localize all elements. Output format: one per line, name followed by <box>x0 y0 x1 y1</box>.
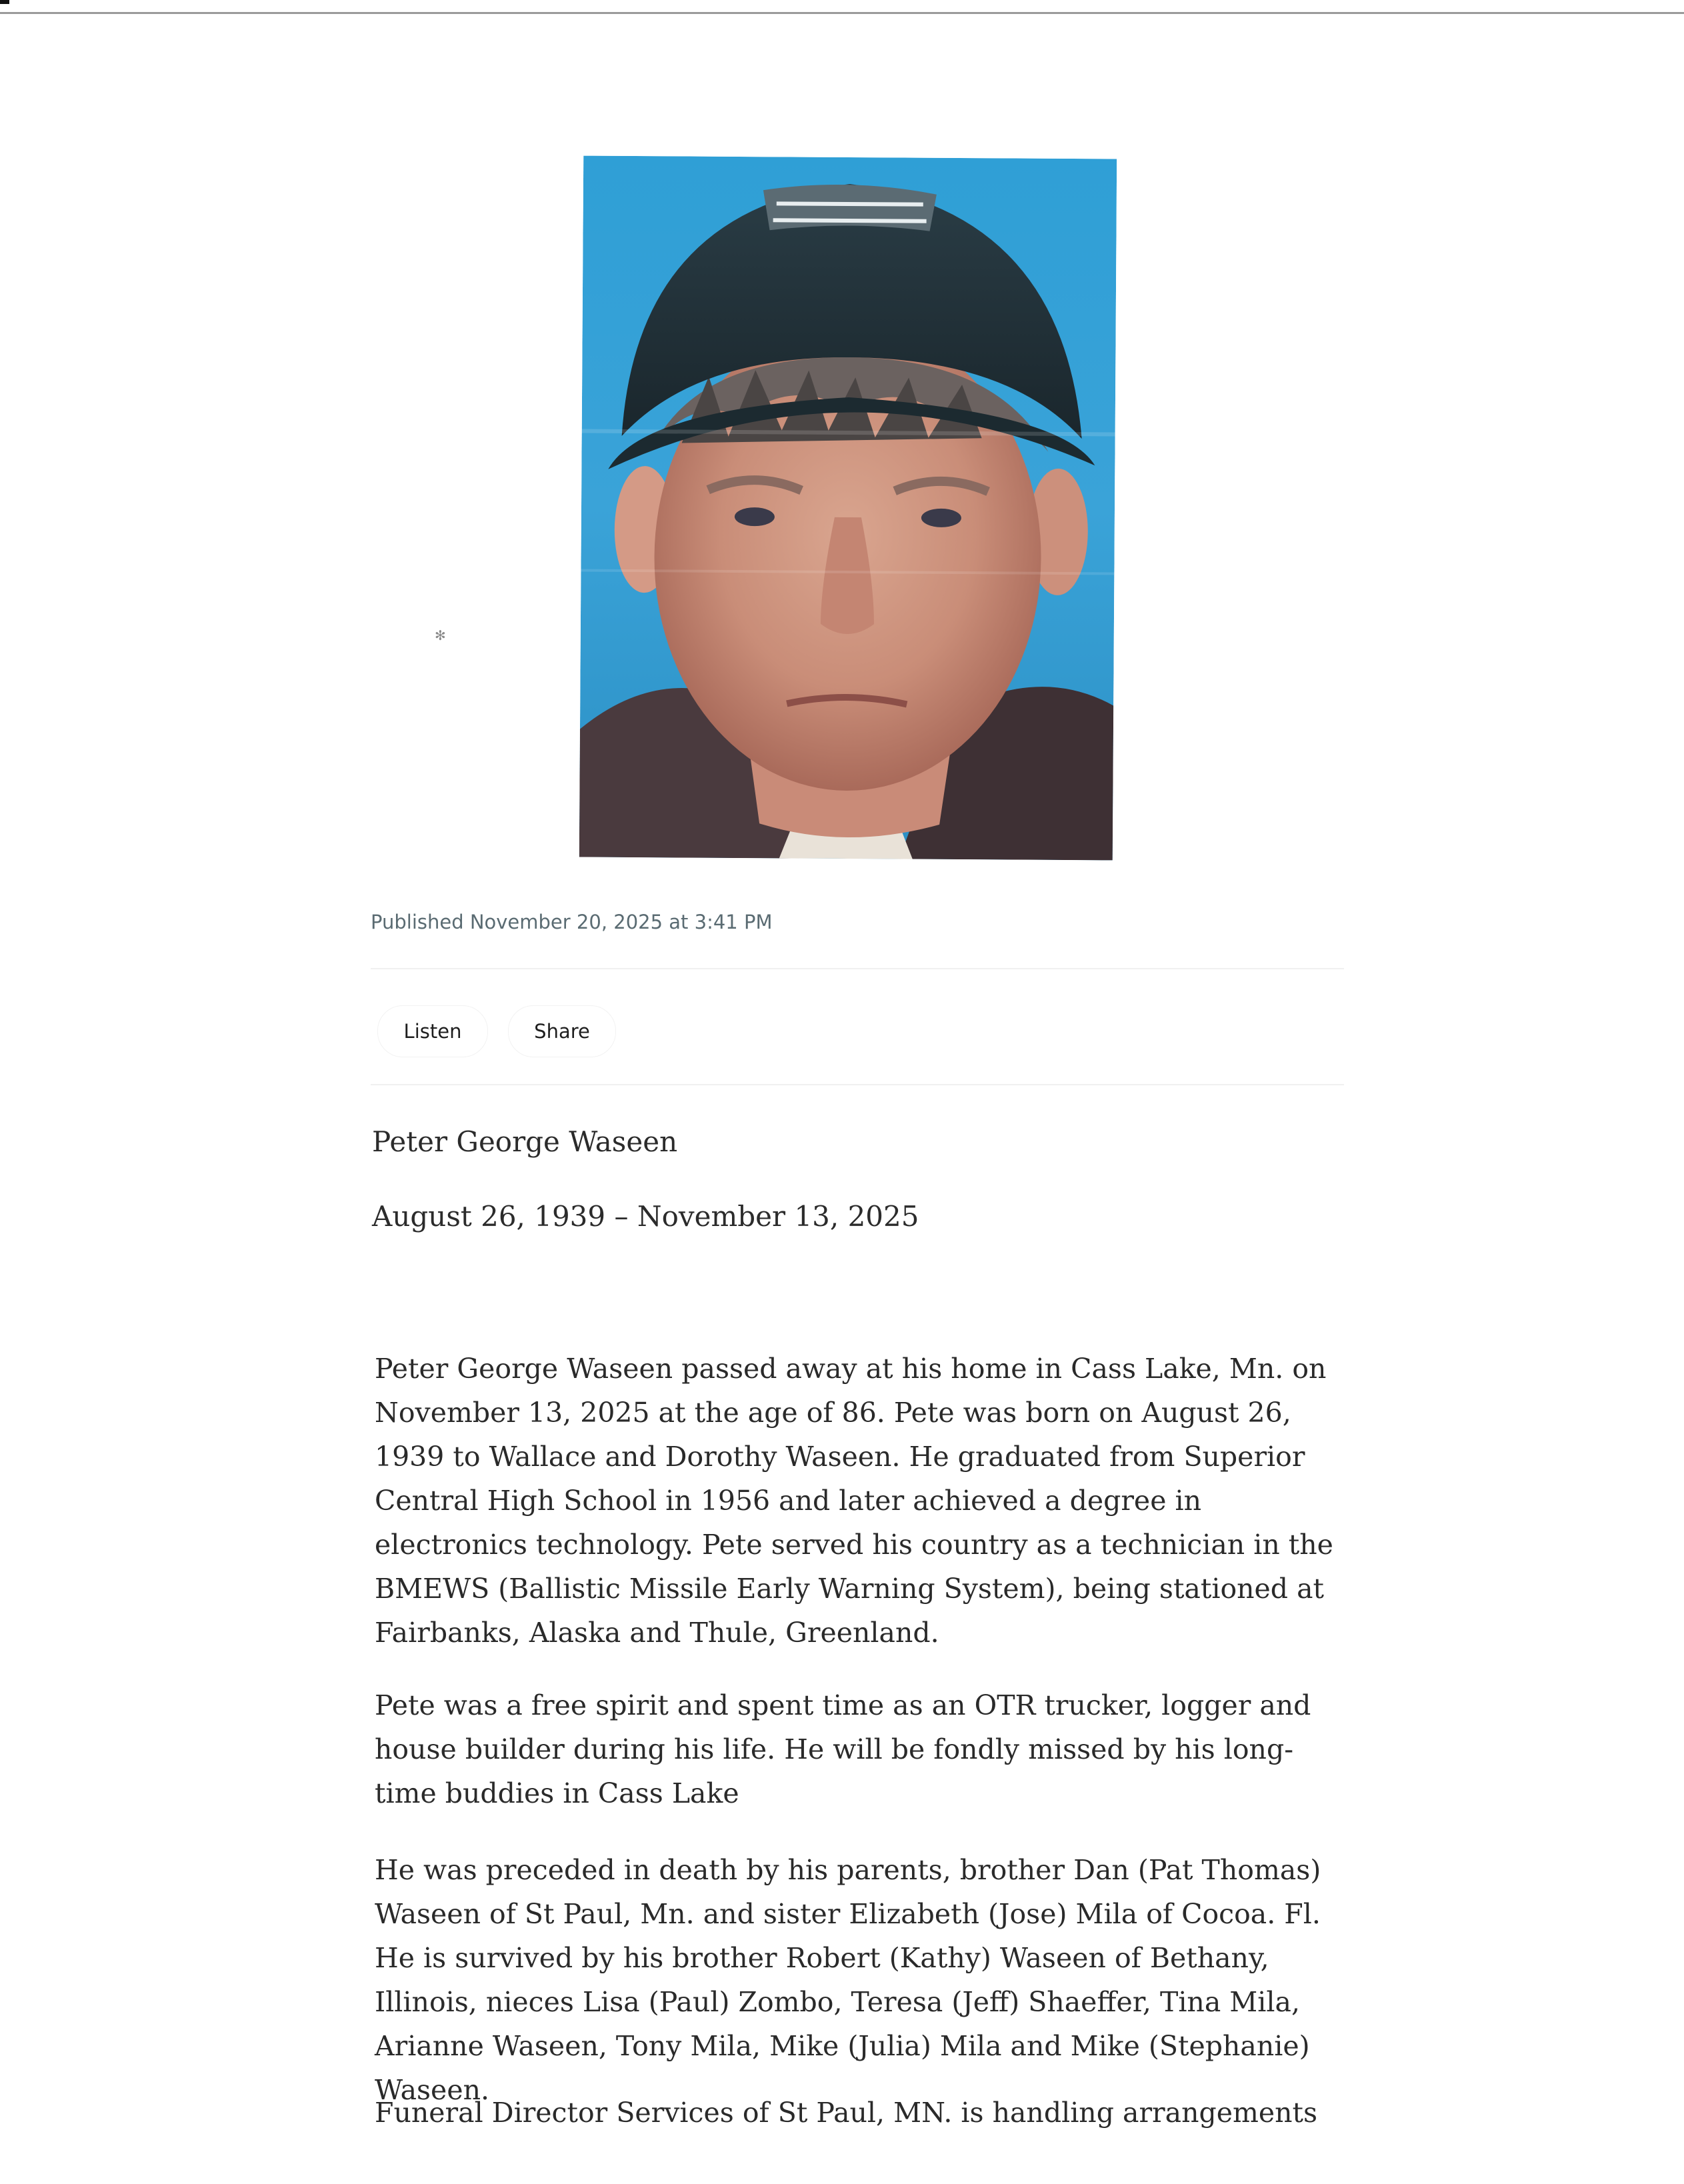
scan-speck: ✻ <box>435 627 446 643</box>
listen-button[interactable]: Listen <box>377 1005 488 1057</box>
share-button[interactable]: Share <box>508 1005 616 1057</box>
obituary-paragraph: He was preceded in death by his parents, brother Dan (Pat Thomas) Waseen of St Paul, Mn. and sister Elizabeth (Jose) Mila of Cocoa. Fl. He is survived by his brother Robert (Kathy) Waseen of Bethany, Illinois, nieces Lisa (Paul) Zombo, Teresa (Jeff) Shaeffer, Tina Mila, Arianne Waseen, Tony Mila, Mike (Julia) Mila and Mike (Stephanie) Waseen. <box>375 1854 1321 2106</box>
obituary-paragraph: Peter George Waseen passed away at his home in Cass Lake, Mn. on November 13, 2025 at the age of 86. Pete was born on August 26, 1939 to Wallace and Dorothy Waseen. He graduated from Superior Central High School in 1956 and later achieved a degree in electronics technology. Pete served his country as a technician in the BMEWS (Ballistic Missile Early Warning System), being stationed at Fairbanks, Alaska and Thule, Greenland. <box>375 1353 1333 1649</box>
divider <box>371 1084 1344 1085</box>
scan-corner-mark <box>0 0 9 4</box>
obituary-paragraph: Funeral Director Services of St Paul, MN. is handling arrangements <box>375 2097 1318 2129</box>
obituary-paragraph: Pete was a free spirit and spent time as an OTR trucker, logger and house builder during his life. He will be fondly missed by his long-time buddies in Cass Lake <box>375 1689 1311 1809</box>
deceased-name: Peter George Waseen <box>372 1125 678 1158</box>
published-timestamp: Published November 20, 2025 at 3:41 PM <box>371 911 773 933</box>
portrait-image <box>579 156 1117 861</box>
scan-top-line <box>0 12 1684 14</box>
life-dates: August 26, 1939 – November 13, 2025 <box>372 1200 919 1233</box>
obituary-photo <box>579 156 1117 861</box>
divider <box>371 968 1344 969</box>
